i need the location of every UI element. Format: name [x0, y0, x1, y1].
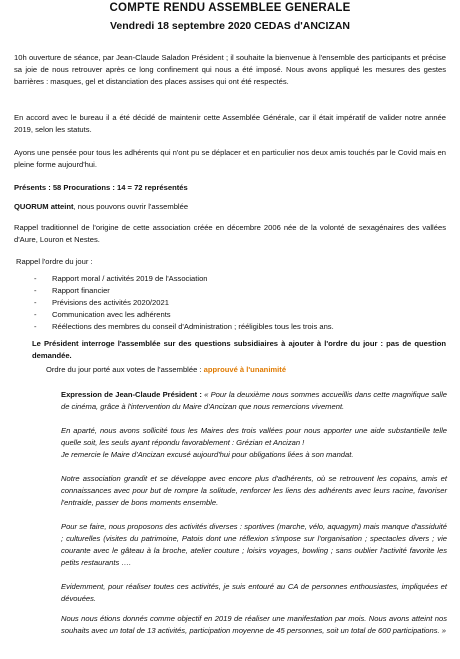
vote-prefix: Ordre du jour porté aux votes de l'assemblée : — [46, 365, 204, 374]
agenda-item: - Réélections des membres du conseil d'Administration ; rééligibles tous les trois ans. — [14, 321, 446, 333]
expression-paragraph-1 — [61, 389, 447, 413]
expression-paragraph-6: Evidemment, pour réaliser toutes ces activités, je suis entouré au CA de personnes enthousiastes, impliquées et dévouées. — [61, 582, 447, 603]
expression-paragraph-5: Pour se faire, nous proposons des activités diverses : sportives (marche, vélo, aquagym) mais manque d'assiduité ; culturelles (visites du patrimoine, Patois dont une réflexion s'impose sur l'organisation ; spectacles divers ; vie courante avec le gâteau à la broche, atelier couture ; loisirs voyages, bowling ; sans oublier l'activité favorite les petits restaurants …. — [61, 522, 447, 567]
quorum-label: QUORUM atteint — [14, 202, 74, 211]
expression-label: Expression de Jean-Claude Président : — [61, 390, 205, 399]
agenda-item: - Communication avec les adhérents — [14, 309, 446, 321]
rappel-paragraph: Rappel traditionnel de l'origine de cette association créée en décembre 2006 née de la volonté de sexagénaires des vallées d'Aure, Louron et Nestes. — [14, 223, 446, 244]
expression-paragraph-7: Nous nous étions donnés comme objectif en 2019 de réaliser une manifestation par mois. Nous avons atteint nos souhaits avec un total de 13 activités, participation moyenne de 45 personnes, soit un total de 600 participations. » — [61, 614, 447, 635]
agenda-item: - Rapport moral / activités 2019 de l'Association — [14, 273, 446, 285]
vote-result: approuvé à l'unanimité — [203, 365, 287, 374]
expression-paragraph-4: Notre association grandit et se développe avec encore plus d'adhérents, où se retrouvent les copains, amis et connaissances avec pour but de rompre la solitude, renforcer les liens des adhérents avec leurs racine, favoriser l'entraide, passer de bons moments ensemble. — [61, 474, 447, 507]
presents-line: Présents : 58 Procurations : 14 = 72 représentés — [14, 183, 188, 192]
expression-text-1: « Pour la deuxième nous sommes accueillis dans cette magnifique salle de cinéma, grâce à l'intervention du Maire d'Ancizan que nous remercions vivement. — [61, 390, 447, 411]
ordre-intro: Rappel l'ordre du jour : — [16, 257, 93, 266]
agenda-list — [14, 273, 446, 333]
agenda-item: - Rapport financier — [14, 285, 446, 297]
agenda-item: - Prévisions des activités 2020/2021 — [14, 297, 446, 309]
quorum-line — [14, 201, 446, 213]
expression-paragraph-2: En aparté, nous avons sollicité tous les Maires des trois vallées pour nous apporter une aide substantielle telle quelle soit, les seuls ayant répondu favorablement : Grézian et Ancizan ! — [61, 426, 447, 447]
agenda-list-container — [14, 273, 446, 333]
quorum-rest: , nous pouvons ouvrir l'assemblée — [73, 202, 189, 211]
intro-paragraph: 10h ouverture de séance, par Jean-Claude Saladon Président ; il souhaite la bienvenue à l'ensemble des participants et précise sa joie de nous retrouver après ce long confinement qui nous a été imposé. Nous avons appliqué les mesures des gestes barrières : masques, gel et distanciation des places assises qui ont été respectés. — [14, 53, 446, 86]
expression-paragraph-3: Je remercie le Maire d'Ancizan excusé aujourd'hui pour obligations liées à son mandat. — [61, 450, 354, 459]
bureau-paragraph: En accord avec le bureau il a été décidé de maintenir cette Assemblée Générale, car il était impératif de valider notre année 2019, selon les statuts. — [14, 113, 446, 134]
document-subtitle: Vendredi 18 septembre 2020 CEDAS d'ANCIZAN — [110, 20, 350, 32]
president-question-paragraph: Le Président interroge l'assemblée sur des questions subsidiaires à ajouter à l'ordre du jour : pas de question demandée. — [32, 339, 446, 360]
vote-line — [46, 364, 446, 376]
document-title: COMPTE RENDU ASSEMBLEE GENERALE — [109, 2, 351, 14]
pensee-paragraph: Ayons une pensée pour tous les adhérents qui n'ont pu se déplacer et en particulier nos deux amis touchés par le Covid mais en pleine forme aujourd'hui. — [14, 148, 446, 169]
